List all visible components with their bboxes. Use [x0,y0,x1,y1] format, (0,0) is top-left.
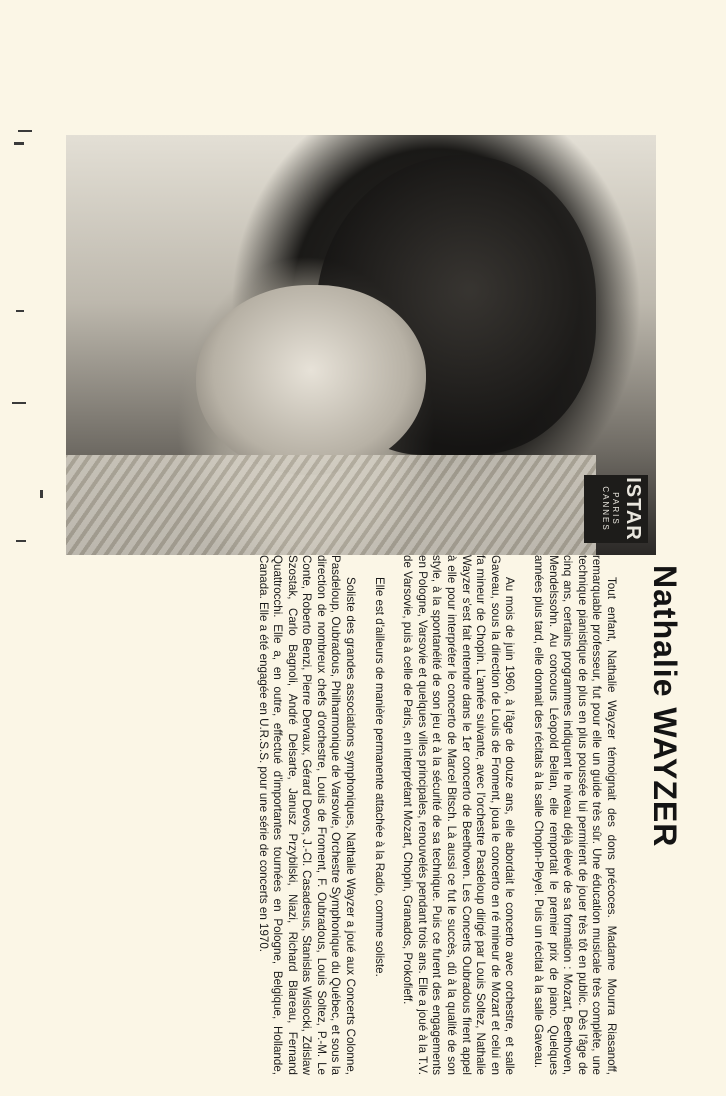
title-first-name: Nathalie [647,565,683,698]
portrait-photo [66,135,656,555]
paragraph: Tout enfant, Nathalie Wayzer témoignait des dons précoces. Madame Mourra Riasanoff, remarquable professeur, fut pour elle un guide très sûr. Une éducation musicale très complète, une technique pianistique de plus en plus poussée lui permirent de jouer très tôt en public. Dès l'âge de cinq ans, certains programmes indiquent le niveau déjà élevé de sa formation : Mozart, Beethoven, Mendelssohn. Au concours Léopold Bellan, elle remportait le premier prix de piano. Quelques années plus tard, elle donnait des récitals à la salle Chopin-Pleyel. Puis un récital à la salle Gaveau. [532,555,618,1075]
paragraph: Soliste des grandes associations symphoniques, Nathalie Wayzer a joué aux Concerts Colonne, Pasdeloup, Oubradous, Philharmonique de Varsovie, Orchestre Symphonique du Québec, et sous la direction de nombreux chefs d'orchestre, Louis de Froment, F. Oubradous, Louis Soltez, P.-M. Le Conte, Roberto Benzi, Pierre Dervaux, Gérard Devos, J.-Cl. Casadesus, Stanislas Wislocki, Zdislaw Szostak, Carlo Bagnoli, André Delsarte, Janusz Przybilski, Niazi, Richard Blareau, Fernand Quattrocchi. Elle a, en outre, effectué d'importantes tournées en Pologne, Belgique, Hollande, Canada. Elle a été engagée en U.R.S.S. pour une série de concerts en 1970. [256,555,358,1075]
paragraph: Elle est d'ailleurs de manière permanente attachée à la Radio, comme soliste. [372,577,386,977]
title-last-name: WAYZER [647,707,683,848]
photo-credit-city: CANNES [601,486,610,532]
article-body [255,555,618,1075]
article-title [646,565,684,1085]
photo-credit-city: PARIS [611,492,620,526]
photo-credit-brand: ISTAR [622,477,644,541]
paragraph: Au mois de juin 1960, à l'âge de douze ans, elle abordait le concerto avec orchestre, et salle Gaveau, sous la direction de Louis de Froment, joua le concerto en ré mineur de Mozart et celui en fa mineur de Chopin. L'année suivante, avec l'orchestre Pasdeloup dirigé par Louis Soltez, Nathalie Wayzer s'est fait entendre dans le 1er concerto de Beethoven. Les Concerts Oubradous firent appel à elle pour interpréter le concerto de Marcel Bitsch. Là aussi ce fut le succès, dû à la qualité de son style, à la spontanéité de son jeu et à la sécurité de sa technique. Puis ce furent des engagements en Pologne, Varsovie et quelques villes principales, renouvelés pendant trois ans. Elle a joué à la T.V. de Varsovie, puis à celle de Paris, en interprétant Mozart, Chopin, Granados, Prokofieff. [401,555,517,1075]
photo-credit-stamp [584,475,648,543]
